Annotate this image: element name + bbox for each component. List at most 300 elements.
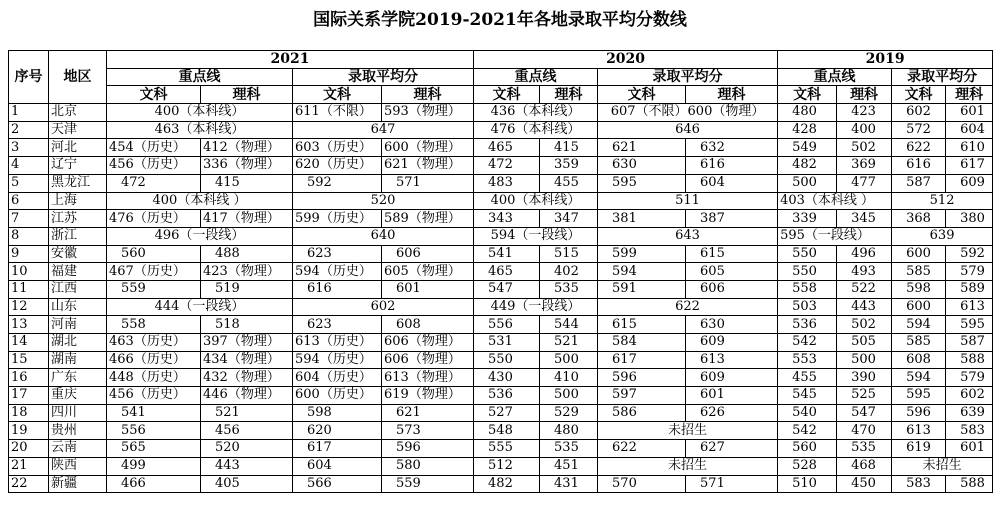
key-line-cell: 410	[540, 369, 598, 387]
avg-score-cell: 632	[686, 139, 778, 157]
region-name: 福建	[49, 263, 107, 281]
key-line-cell: 535	[540, 280, 598, 298]
avg-score-cell: 639	[946, 404, 993, 422]
key-line-cell: 400（本科线）	[474, 192, 598, 210]
avg-score-cell: 601	[686, 387, 778, 405]
key-line-cell: 527	[474, 404, 540, 422]
header-seq: 序号	[9, 51, 49, 104]
region-name: 河南	[49, 316, 107, 334]
region-name: 北京	[49, 104, 107, 122]
avg-score-cell: 571	[686, 475, 778, 493]
region-name: 黑龙江	[49, 174, 107, 192]
key-line-cell: 556	[107, 422, 201, 440]
region-name: 重庆	[49, 387, 107, 405]
region-name: 河北	[49, 139, 107, 157]
header-key-line: 重点线	[474, 68, 598, 86]
key-line-cell: 397（物理）	[201, 334, 293, 352]
avg-score-cell: 572	[892, 121, 946, 139]
key-line-cell: 510	[778, 475, 837, 493]
key-line-cell: 463（历史）	[107, 334, 201, 352]
key-line-cell: 359	[540, 157, 598, 175]
avg-score-cell: 620（历史）	[293, 157, 382, 175]
header-science: 理科	[201, 86, 293, 104]
header-region: 地区	[49, 51, 107, 104]
avg-score-cell: 613（物理）	[382, 369, 474, 387]
key-line-cell: 390	[837, 369, 892, 387]
avg-score-cell: 未招生	[892, 457, 993, 475]
key-line-cell: 500	[540, 387, 598, 405]
avg-score-cell: 640	[293, 227, 474, 245]
avg-score-cell: 605	[686, 263, 778, 281]
key-line-cell: 476（本科线）	[474, 121, 598, 139]
key-line-cell: 535	[837, 440, 892, 458]
region-name: 湖北	[49, 334, 107, 352]
key-line-cell: 515	[540, 245, 598, 263]
avg-score-cell: 601	[382, 280, 474, 298]
key-line-cell: 595（一段线）	[778, 227, 892, 245]
key-line-cell: 477	[837, 174, 892, 192]
table-row	[9, 298, 993, 316]
key-line-cell: 536	[778, 316, 837, 334]
header-arts: 文科	[598, 86, 686, 104]
key-line-cell: 466（历史）	[107, 351, 201, 369]
avg-score-cell: 620	[293, 422, 382, 440]
key-line-cell: 594（一段线）	[474, 227, 598, 245]
key-line-cell: 434（物理）	[201, 351, 293, 369]
avg-score-cell: 584	[598, 334, 686, 352]
region-name: 四川	[49, 404, 107, 422]
header-science: 理科	[540, 86, 598, 104]
avg-score-cell: 599（历史）	[293, 210, 382, 228]
header-avg-score: 录取平均分	[293, 68, 474, 86]
key-line-cell: 502	[837, 316, 892, 334]
key-line-cell: 560	[107, 245, 201, 263]
header-arts: 文科	[107, 86, 201, 104]
table-row	[9, 316, 993, 334]
avg-score-cell: 627	[686, 440, 778, 458]
avg-score-cell: 602	[293, 298, 474, 316]
avg-score-cell: 387	[686, 210, 778, 228]
key-line-cell: 547	[474, 280, 540, 298]
key-line-cell: 455	[540, 174, 598, 192]
key-line-cell: 525	[837, 387, 892, 405]
avg-score-cell: 600（历史）	[293, 387, 382, 405]
key-line-cell: 347	[540, 210, 598, 228]
region-name: 江西	[49, 280, 107, 298]
region-name: 山东	[49, 298, 107, 316]
key-line-cell: 565	[107, 440, 201, 458]
avg-score-cell: 622	[598, 298, 778, 316]
avg-score-cell: 609	[946, 174, 993, 192]
key-line-cell: 488	[201, 245, 293, 263]
key-line-cell: 480	[778, 104, 837, 122]
key-line-cell: 529	[540, 404, 598, 422]
row-number: 21	[9, 457, 49, 475]
row-number: 15	[9, 351, 49, 369]
key-line-cell: 456（历史）	[107, 387, 201, 405]
avg-score-cell: 646	[598, 121, 778, 139]
avg-score-cell: 609	[686, 369, 778, 387]
avg-score-cell: 595	[598, 174, 686, 192]
avg-score-cell: 622	[598, 440, 686, 458]
avg-score-cell: 616	[892, 157, 946, 175]
key-line-cell: 482	[474, 475, 540, 493]
avg-score-cell: 592	[293, 174, 382, 192]
avg-score-cell: 613	[946, 298, 993, 316]
avg-score-cell: 588	[946, 351, 993, 369]
key-line-cell: 423	[837, 104, 892, 122]
region-name: 安徽	[49, 245, 107, 263]
avg-score-cell: 611（不限）	[293, 104, 382, 122]
avg-score-cell: 604	[946, 121, 993, 139]
avg-score-cell: 583	[946, 422, 993, 440]
key-line-cell: 549	[778, 139, 837, 157]
key-line-cell: 559	[107, 280, 201, 298]
avg-score-cell: 623	[293, 245, 382, 263]
avg-score-cell: 626	[686, 404, 778, 422]
table-row	[9, 334, 993, 352]
avg-score-cell: 579	[946, 369, 993, 387]
row-number: 1	[9, 104, 49, 122]
key-line-cell: 558	[778, 280, 837, 298]
row-number: 6	[9, 192, 49, 210]
avg-score-cell: 597	[598, 387, 686, 405]
row-number: 5	[9, 174, 49, 192]
key-line-cell: 500	[837, 351, 892, 369]
key-line-cell: 550	[778, 263, 837, 281]
page-title: 国际关系学院2019-2021年各地录取平均分数线	[313, 10, 687, 30]
avg-score-cell: 609	[686, 334, 778, 352]
avg-score-cell: 594	[598, 263, 686, 281]
avg-score-cell: 606	[382, 245, 474, 263]
key-line-cell: 520	[201, 440, 293, 458]
row-number: 14	[9, 334, 49, 352]
key-line-cell: 542	[778, 422, 837, 440]
avg-score-cell: 570	[598, 475, 686, 493]
key-line-cell: 403（本科线 ）	[778, 192, 892, 210]
table-row	[9, 121, 993, 139]
region-name: 浙江	[49, 227, 107, 245]
key-line-cell: 443	[837, 298, 892, 316]
header-science: 理科	[946, 86, 993, 104]
key-line-cell: 468	[837, 457, 892, 475]
avg-score-cell: 616	[293, 280, 382, 298]
table-row	[9, 404, 993, 422]
key-line-cell: 502	[837, 139, 892, 157]
table-row	[9, 263, 993, 281]
key-line-cell: 343	[474, 210, 540, 228]
table-row	[9, 245, 993, 263]
header-year-2021: 2021	[107, 51, 474, 69]
avg-score-cell: 643	[598, 227, 778, 245]
key-line-cell: 544	[540, 316, 598, 334]
key-line-cell: 512	[474, 457, 540, 475]
key-line-cell: 545	[778, 387, 837, 405]
key-line-cell: 499	[107, 457, 201, 475]
row-number: 19	[9, 422, 49, 440]
table-row	[9, 139, 993, 157]
avg-score-cell: 595	[892, 387, 946, 405]
avg-score-cell: 617	[293, 440, 382, 458]
key-line-cell: 556	[474, 316, 540, 334]
key-line-cell: 493	[837, 263, 892, 281]
key-line-cell: 476（历史）	[107, 210, 201, 228]
avg-score-cell: 601	[946, 440, 993, 458]
table-row	[9, 440, 993, 458]
avg-score-cell: 594	[892, 369, 946, 387]
key-line-cell: 430	[474, 369, 540, 387]
key-line-cell: 451	[540, 457, 598, 475]
avg-score-cell: 604	[293, 457, 382, 475]
key-line-cell: 541	[107, 404, 201, 422]
avg-score-cell: 511	[598, 192, 778, 210]
table-row	[9, 174, 993, 192]
key-line-cell: 535	[540, 440, 598, 458]
avg-score-cell: 580	[382, 457, 474, 475]
key-line-cell: 500	[778, 174, 837, 192]
key-line-cell: 446（物理）	[201, 387, 293, 405]
row-number: 13	[9, 316, 49, 334]
key-line-cell: 456	[201, 422, 293, 440]
table-row	[9, 422, 993, 440]
key-line-cell: 415	[540, 139, 598, 157]
region-name: 陕西	[49, 457, 107, 475]
avg-score-cell: 未招生	[598, 422, 778, 440]
avg-score-cell: 380	[946, 210, 993, 228]
row-number: 7	[9, 210, 49, 228]
avg-score-cell: 381	[598, 210, 686, 228]
key-line-cell: 472	[107, 174, 201, 192]
table-row	[9, 192, 993, 210]
avg-score-cell: 639	[892, 227, 993, 245]
avg-score-cell: 601	[946, 104, 993, 122]
key-line-cell: 496	[837, 245, 892, 263]
region-name: 辽宁	[49, 157, 107, 175]
avg-score-cell: 591	[598, 280, 686, 298]
avg-score-cell: 600	[892, 298, 946, 316]
key-line-cell: 456（历史）	[107, 157, 201, 175]
key-line-cell: 542	[778, 334, 837, 352]
avg-score-cell: 583	[892, 475, 946, 493]
key-line-cell: 444（一段线）	[107, 298, 293, 316]
key-line-cell: 558	[107, 316, 201, 334]
avg-score-cell: 623	[293, 316, 382, 334]
header-key-line: 重点线	[778, 68, 892, 86]
avg-score-cell: 602	[946, 387, 993, 405]
row-number: 17	[9, 387, 49, 405]
row-number: 20	[9, 440, 49, 458]
avg-score-cell: 621	[382, 404, 474, 422]
region-name: 云南	[49, 440, 107, 458]
key-line-cell: 553	[778, 351, 837, 369]
table-row	[9, 387, 993, 405]
key-line-cell: 345	[837, 210, 892, 228]
table-row	[9, 104, 993, 122]
avg-score-cell: 596	[598, 369, 686, 387]
avg-score-cell: 598	[892, 280, 946, 298]
avg-score-cell: 571	[382, 174, 474, 192]
avg-score-cell: 593（物理）	[382, 104, 474, 122]
avg-score-cell: 586	[598, 404, 686, 422]
avg-score-cell: 617	[946, 157, 993, 175]
header-avg-score: 录取平均分	[598, 68, 778, 86]
header-arts: 文科	[474, 86, 540, 104]
score-table	[8, 50, 993, 493]
key-line-cell: 339	[778, 210, 837, 228]
header-science: 理科	[382, 86, 474, 104]
key-line-cell: 449（一段线）	[474, 298, 598, 316]
key-line-cell: 465	[474, 263, 540, 281]
avg-score-cell: 512	[892, 192, 993, 210]
key-line-cell: 432（物理）	[201, 369, 293, 387]
key-line-cell: 463（本科线）	[107, 121, 293, 139]
avg-score-cell: 587	[946, 334, 993, 352]
region-name: 广东	[49, 369, 107, 387]
avg-score-cell: 594	[892, 316, 946, 334]
key-line-cell: 500	[540, 351, 598, 369]
avg-score-cell: 520	[293, 192, 474, 210]
avg-score-cell: 619（物理）	[382, 387, 474, 405]
row-number: 12	[9, 298, 49, 316]
key-line-cell: 560	[778, 440, 837, 458]
key-line-cell: 400	[837, 121, 892, 139]
key-line-cell: 555	[474, 440, 540, 458]
header-year-2020: 2020	[474, 51, 778, 69]
row-number: 9	[9, 245, 49, 263]
key-line-cell: 450	[837, 475, 892, 493]
avg-score-cell: 598	[293, 404, 382, 422]
key-line-cell: 423（物理）	[201, 263, 293, 281]
row-number: 10	[9, 263, 49, 281]
key-line-cell: 522	[837, 280, 892, 298]
header-avg-score: 录取平均分	[892, 68, 993, 86]
key-line-cell: 536	[474, 387, 540, 405]
avg-score-cell: 600	[892, 245, 946, 263]
table-row	[9, 475, 993, 493]
key-line-cell: 472	[474, 157, 540, 175]
avg-score-cell: 596	[382, 440, 474, 458]
key-line-cell: 436（本科线）	[474, 104, 598, 122]
key-line-cell: 428	[778, 121, 837, 139]
avg-score-cell: 594（历史）	[293, 263, 382, 281]
avg-score-cell: 579	[946, 263, 993, 281]
key-line-cell: 415	[201, 174, 293, 192]
header-science: 理科	[837, 86, 892, 104]
row-number: 8	[9, 227, 49, 245]
avg-score-cell: 559	[382, 475, 474, 493]
avg-score-cell: 592	[946, 245, 993, 263]
key-line-cell: 467（历史）	[107, 263, 201, 281]
avg-score-cell: 602	[892, 104, 946, 122]
table-row	[9, 457, 993, 475]
table-row	[9, 280, 993, 298]
key-line-cell: 503	[778, 298, 837, 316]
row-number: 11	[9, 280, 49, 298]
avg-score-cell: 613	[686, 351, 778, 369]
key-line-cell: 400（本科线 ）	[107, 192, 293, 210]
key-line-cell: 496（一段线）	[107, 227, 293, 245]
key-line-cell: 470	[837, 422, 892, 440]
key-line-cell: 480	[540, 422, 598, 440]
avg-score-cell: 616	[686, 157, 778, 175]
header-science: 理科	[686, 86, 778, 104]
region-name: 贵州	[49, 422, 107, 440]
avg-score-cell: 621	[598, 139, 686, 157]
avg-score-cell: 587	[892, 174, 946, 192]
key-line-cell: 540	[778, 404, 837, 422]
avg-score-cell: 630	[598, 157, 686, 175]
avg-score-cell: 589（物理）	[382, 210, 474, 228]
key-line-cell: 505	[837, 334, 892, 352]
avg-score-cell: 606（物理）	[382, 334, 474, 352]
region-name: 上海	[49, 192, 107, 210]
table-row	[9, 369, 993, 387]
key-line-cell: 482	[778, 157, 837, 175]
avg-score-cell: 613	[892, 422, 946, 440]
avg-score-cell: 610	[946, 139, 993, 157]
key-line-cell: 400（本科线）	[107, 104, 293, 122]
key-line-cell: 548	[474, 422, 540, 440]
avg-score-cell: 617	[598, 351, 686, 369]
avg-score-cell: 606（物理）	[382, 351, 474, 369]
row-number: 22	[9, 475, 49, 493]
key-line-cell: 465	[474, 139, 540, 157]
avg-score-cell: 607（不限）600（物理）	[598, 104, 778, 122]
key-line-cell: 443	[201, 457, 293, 475]
avg-score-cell: 622	[892, 139, 946, 157]
avg-score-cell: 589	[946, 280, 993, 298]
avg-score-cell: 621（物理）	[382, 157, 474, 175]
avg-score-cell: 566	[293, 475, 382, 493]
avg-score-cell: 573	[382, 422, 474, 440]
row-number: 18	[9, 404, 49, 422]
avg-score-cell: 613（历史）	[293, 334, 382, 352]
avg-score-cell: 605（物理）	[382, 263, 474, 281]
avg-score-cell: 595	[946, 316, 993, 334]
avg-score-cell: 588	[946, 475, 993, 493]
avg-score-cell: 604	[686, 174, 778, 192]
key-line-cell: 521	[540, 334, 598, 352]
avg-score-cell: 615	[686, 245, 778, 263]
row-number: 3	[9, 139, 49, 157]
avg-score-cell: 594（历史）	[293, 351, 382, 369]
table-row	[9, 227, 993, 245]
key-line-cell: 518	[201, 316, 293, 334]
header-arts: 文科	[778, 86, 837, 104]
avg-score-cell: 585	[892, 263, 946, 281]
region-name: 湖南	[49, 351, 107, 369]
header-year-2019: 2019	[778, 51, 993, 69]
key-line-cell: 448（历史）	[107, 369, 201, 387]
avg-score-cell: 596	[892, 404, 946, 422]
avg-score-cell: 585	[892, 334, 946, 352]
table-row	[9, 210, 993, 228]
avg-score-cell: 608	[892, 351, 946, 369]
avg-score-cell: 647	[293, 121, 474, 139]
row-number: 2	[9, 121, 49, 139]
region-name: 江苏	[49, 210, 107, 228]
key-line-cell: 466	[107, 475, 201, 493]
header-key-line: 重点线	[107, 68, 293, 86]
key-line-cell: 550	[778, 245, 837, 263]
avg-score-cell: 630	[686, 316, 778, 334]
row-number: 16	[9, 369, 49, 387]
avg-score-cell: 未招生	[598, 457, 778, 475]
key-line-cell: 369	[837, 157, 892, 175]
key-line-cell: 417（物理）	[201, 210, 293, 228]
region-name: 天津	[49, 121, 107, 139]
avg-score-cell: 368	[892, 210, 946, 228]
